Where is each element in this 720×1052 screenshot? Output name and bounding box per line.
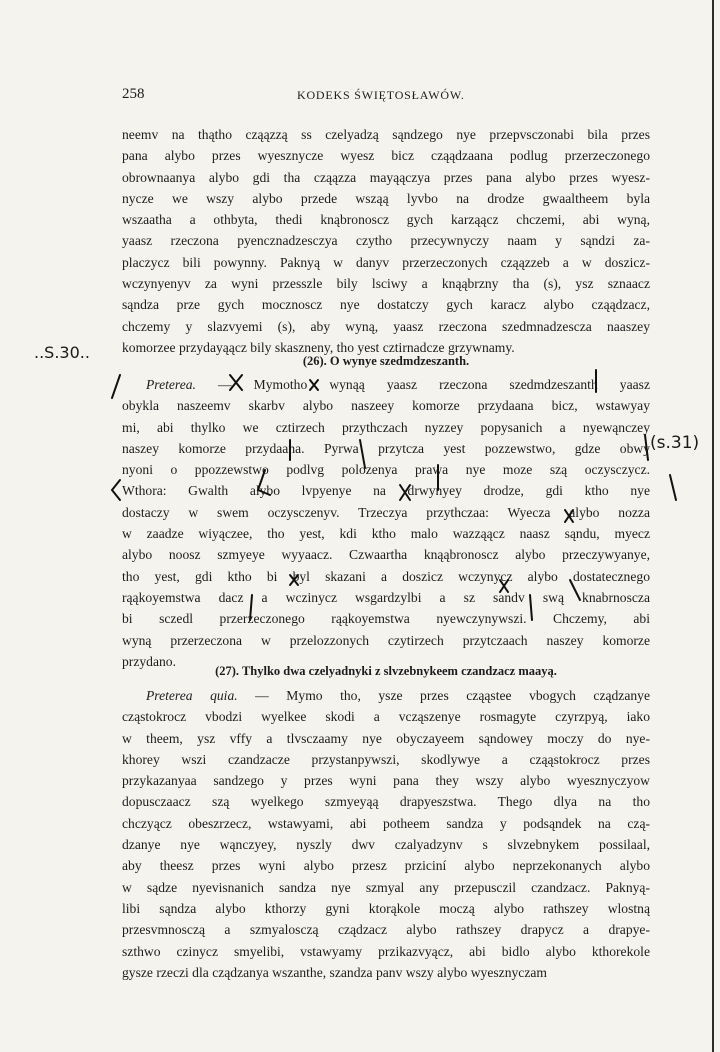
line-text: nyoni o ppozzewstwo podlvg polozenya prawa nye moze szą oczysczycz. bbox=[122, 462, 650, 478]
line-text: — Mymotho wynąą yaasz rzeczona szedmdzeszanth yaasz bbox=[195, 377, 650, 392]
text-line bbox=[122, 919, 650, 940]
line-text: przesvmnosczą a szmyalosczą cządzacz alybo rathszey drapycz a drapye- bbox=[122, 922, 650, 938]
text-line bbox=[122, 770, 650, 791]
line-text: wyną przerzeczona w przelozzonych czytirzech przytczaach naszey komorze bbox=[122, 632, 650, 648]
ink-mark bbox=[112, 480, 120, 500]
line-text: szthwo czinycz smyelibi, vstawyamy przikazvyącz, abi bidlo alybo kthorekole bbox=[122, 943, 650, 959]
heading-27-number: (27). bbox=[215, 664, 240, 678]
line-text: dostaczy w swem oczysczenyv. Trzeczya przythczaa: Wyecza alybo nozza bbox=[122, 504, 650, 520]
line-text: alybo noosz szmyeye wyyaacz. Czwaartha knąąbronoscz alybo przeczywyanye, bbox=[122, 547, 650, 563]
line-text: gysze rzeczi dla cządzanya wszanthe, szandza panv wszy alybo wyesznyczam bbox=[122, 964, 547, 980]
ink-mark bbox=[670, 475, 676, 500]
text-line: wszaatha a othbyta, thedi knąbronoscz gych karząącz chczemi, abi wyną, bbox=[122, 212, 650, 228]
line-text: rąąkoyemstwa dacz a wczinycz wsgardzylbi a sz sandv swą knabrnoscza bbox=[122, 589, 650, 605]
text-line bbox=[122, 502, 650, 523]
text-line bbox=[122, 630, 650, 651]
text-line: wczynyenyv za wyni przesszle bily lsciwy a knąąbrzny tha (s), ysz sznaacz bbox=[122, 276, 650, 292]
text-line bbox=[122, 480, 650, 501]
section-heading-26 bbox=[122, 354, 650, 369]
line-text: cząstokrocz vbodzi wyelkee skodi a vcząszenye rosmagyte czyrzpyą, iako bbox=[122, 709, 650, 725]
text-line bbox=[122, 855, 650, 876]
text-line: obrownaanya alybo gdi tha cząązza mayąączya przes pana alybo przes wyesz- bbox=[122, 169, 650, 185]
margin-note-left: ..S.30.. bbox=[34, 343, 90, 362]
text-line bbox=[122, 374, 650, 395]
text-line bbox=[122, 395, 650, 416]
line-text: w theem, ysz vffy a tlvsczaamy nye obyczayeem sąndowey moczy do nye- bbox=[122, 730, 650, 746]
line-text: dopusczaacz szą wyelkego szmyeyąą drapyeszstwa. Thego dlya na tho bbox=[122, 794, 650, 810]
text-line bbox=[122, 544, 650, 565]
paragraph-2 bbox=[122, 374, 650, 672]
text-line bbox=[122, 749, 650, 770]
italic-lead: Preterea quia. bbox=[146, 688, 238, 703]
text-line: komorzee przydayąącz bily skaszneny, tho yest cztirnadcze grzywnamy. bbox=[122, 339, 515, 355]
line-text: khorey wszi czandzacze przystanpywszi, skodlywye a cząąstokrocz przes bbox=[122, 751, 650, 767]
text-line bbox=[122, 608, 650, 629]
text-line: chczemy y slazvyemi (s), aby wyną, yaasz rzeczona szedmnadzescza naaszey bbox=[122, 318, 650, 334]
section-heading-27 bbox=[122, 664, 650, 679]
page-number: 258 bbox=[122, 86, 145, 102]
paragraph-1 bbox=[122, 124, 650, 358]
line-text: naszey komorze przydaana. Pyrwa przytcza yest pozzewstwo, gdze obwy bbox=[122, 440, 650, 456]
italic-lead: Preterea. bbox=[146, 377, 196, 392]
ink-mark bbox=[112, 375, 120, 398]
line-text: Wthora: Gwalth alybo lvpyenye na drwynyey drodze, gdi ktho nye bbox=[122, 483, 650, 499]
line-text: przydano. bbox=[122, 653, 176, 669]
line-text: aby theesz przes wyni alybo przesz prziciní alybo neprzekonanych alybo bbox=[122, 858, 650, 874]
page-edge-line bbox=[712, 0, 714, 1052]
line-text: obykla naszeemv skarbv alybo naszeey komorze przydaana bicz, wstawyay bbox=[122, 398, 650, 414]
running-title: KODEKS ŚWIĘTOSŁAWÓW. bbox=[297, 88, 465, 102]
text-line bbox=[122, 728, 650, 749]
text-line bbox=[122, 523, 650, 544]
line-text: mi, abi thylko we cztirzech przythczach nyzzey popysanich a nyewąnczey bbox=[122, 419, 650, 435]
line-text: w sądze nyevisnanich sandza nye szmyal any przepusczil czandzacz. Paknyą- bbox=[122, 879, 650, 895]
text-line bbox=[122, 941, 650, 962]
text-line bbox=[122, 813, 650, 834]
line-text: tho yest, gdi ktho bi byl skazani a doszicz wczynycz alybo dostatecznego bbox=[122, 568, 650, 584]
heading-27-title: Thylko dwa czelyadnyki z slvzebnykeem czandzacz maayą. bbox=[241, 664, 557, 678]
line-text: — Mymo tho, ysze przes cząąstee vbogych cządzanye bbox=[237, 688, 650, 703]
text-line: nycze we wszy alybo przede wsząą lyvbo na drodze gwaaltheem byla bbox=[122, 190, 650, 206]
text-line: pana alybo przes wyesznycze wyesz bicz cząądzaana podlug przerzeczonego bbox=[122, 148, 650, 164]
text-line bbox=[122, 834, 650, 855]
margin-note-right: (s.31) bbox=[650, 433, 700, 453]
heading-26-title: O wynye szedmdzeszanth. bbox=[329, 354, 470, 368]
text-line bbox=[122, 566, 650, 587]
text-line bbox=[122, 962, 650, 983]
text-line bbox=[122, 459, 650, 480]
line-text: dzanye nye wąnczyey, nyszly dwv czalyadzynv s slvzebnykem possilaal, bbox=[122, 837, 650, 853]
line-text: bi sczedl przerzeczonego rąąkoyemstwa nyewczynywszi. Chczemy, abi bbox=[122, 611, 650, 627]
text-line: placzycz bili powynny. Paknyą w danyv przerzeczonych cząązzeb a w doszicz- bbox=[122, 254, 650, 270]
text-line bbox=[122, 706, 650, 727]
text-line bbox=[122, 587, 650, 608]
text-line: yaasz rzeczona pyencznadzesczya czytho przecywnyczy naam y sąndzi za- bbox=[122, 233, 650, 249]
line-text: w zaadze wiyączee, tho yest, kdi ktho malo wazząącz naasz sąndu, myecz bbox=[122, 526, 650, 542]
text-line bbox=[122, 438, 650, 459]
text-line: sąndza prze gych mocznoscz nye dostatczy gych karacz alybo cząądzacz, bbox=[122, 297, 650, 313]
text-line bbox=[122, 417, 650, 438]
heading-26-number: (26). bbox=[302, 354, 327, 368]
line-text: libi sąndza alybo kthorzy gyni ktorąkole moczą alybo rathszey wlostną bbox=[122, 900, 650, 916]
text-line: neemv na thątho cząązzą ss czelyadzą sąndzego nye przepvsczonabi bila przes bbox=[122, 127, 650, 142]
text-line bbox=[122, 898, 650, 919]
text-line bbox=[122, 685, 650, 706]
line-text: chczyącz obeszrzecz, wstawyami, abi potheem sandza y podsąndek na czą- bbox=[122, 815, 650, 831]
line-text: przykazanyaa sandzego y przes wyni pana they wszy alybo wyesznyczyow bbox=[122, 773, 650, 789]
text-line bbox=[122, 877, 650, 898]
text-line bbox=[122, 791, 650, 812]
paragraph-3 bbox=[122, 685, 650, 983]
page-header bbox=[122, 86, 652, 106]
